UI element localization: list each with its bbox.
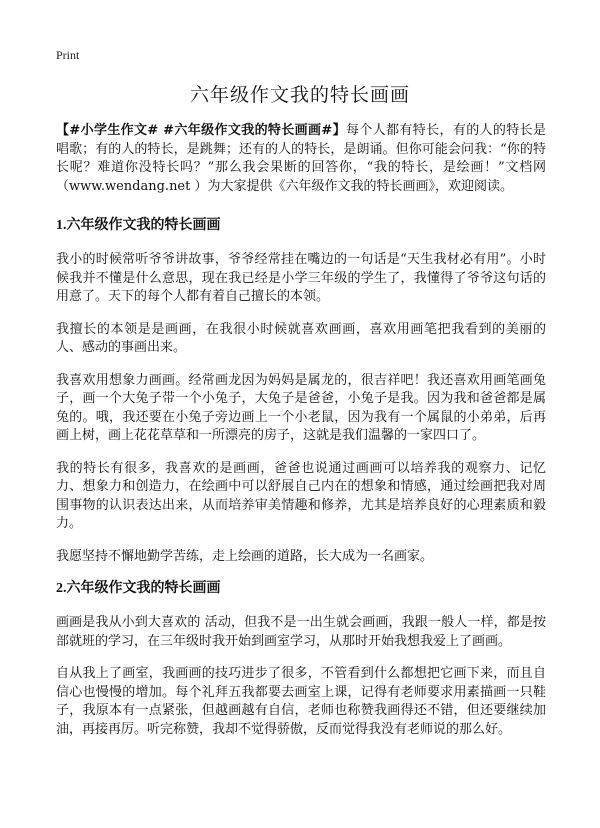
- paragraph: 我的特长有很多，我喜欢的是画画，爸爸也说通过画画可以培养我的观察力、记忆力、想象力和创造力，在绘画中可以舒展自己内在的想象和情感，通过绘画把我对周围事物的认识表达出来，从而培养审美情趣和修养，尤其是培养良好的心理素质和毅力。: [56, 460, 546, 531]
- intro-text: 每个人都有特长，有的人的特长是唱歌；有的人的特长，是跳舞；还有的人的特长，是朗诵。但你可能会问我：“你的特长呢？难道你没特长吗？”那么我会果断的回答你，“我的特长，是绘画！”文档网（www.wendang.net ）为大家提供《六年级作文我的特长画画》，欢迎阅读。: [56, 123, 546, 194]
- page-title: 六年级作文我的特长画画: [189, 84, 410, 106]
- paragraph: 画画是我从小到大喜欢的 活动，但我不是一出生就会画画，我跟一般人一样，都是按部就班的学习，在三年级时我开始到画室学习，从那时开始我想我爱上了画画。: [56, 615, 546, 649]
- paragraph: 我愿坚持不懈地勤学苦练，走上绘画的道路，长大成为一名画家。: [56, 548, 434, 564]
- article-body: [56, 122, 546, 753]
- intro-tag: 【#小学生作文# #六年级作文我的特长画画#】: [56, 123, 346, 138]
- paragraph: 自从我上了画室，我画画的技巧进步了很多，不管看到什么都想把它画下来，而且自信心也慢慢的增加。每个礼拜五我都要去画室上课，记得有老师要求用素描画一只鞋子，我原本有一点紧张，但越画越有自信，老师也称赞我画得还不错，但还要继续加油，再接再厉。听完称赞，我却不觉得骄傲，反而觉得我没有老师说的那么好。: [56, 666, 546, 737]
- print-link[interactable]: Print: [56, 48, 80, 62]
- section-heading-2: 2.六年级作文我的特长画画: [56, 581, 221, 596]
- intro-paragraph: [56, 122, 546, 196]
- paragraph: 我喜欢用想象力画画。经常画龙因为妈妈是属龙的，很吉祥吧！我还喜欢用画笔画兔子，画一个大兔子带一个小兔子，大兔子是爸爸，小兔子是我。因为我和爸爸都是属兔的。哦，我还要在小兔子旁边画上一个小老鼠，因为我有一个属鼠的小弟弟，后再画上树，画上花花草草和一所漂亮的房子，这就是我们温馨的一家四口了。: [56, 372, 546, 443]
- section-heading-1: 1.六年级作文我的特长画画: [56, 218, 221, 233]
- paragraph: 我小的时候常听爷爷讲故事，爷爷经常挂在嘴边的一句话是“天生我材必有用”。小时候我并不懂是什么意思，现在我已经是小学三年级的学生了，我懂得了爷爷这句话的用意了。天下的每个人都有着自己擅长的本领。: [56, 252, 546, 304]
- paragraph: 我擅长的本领是是画画，在我很小时候就喜欢画画，喜欢用画笔把我看到的美丽的人、感动的事画出来。: [56, 321, 546, 355]
